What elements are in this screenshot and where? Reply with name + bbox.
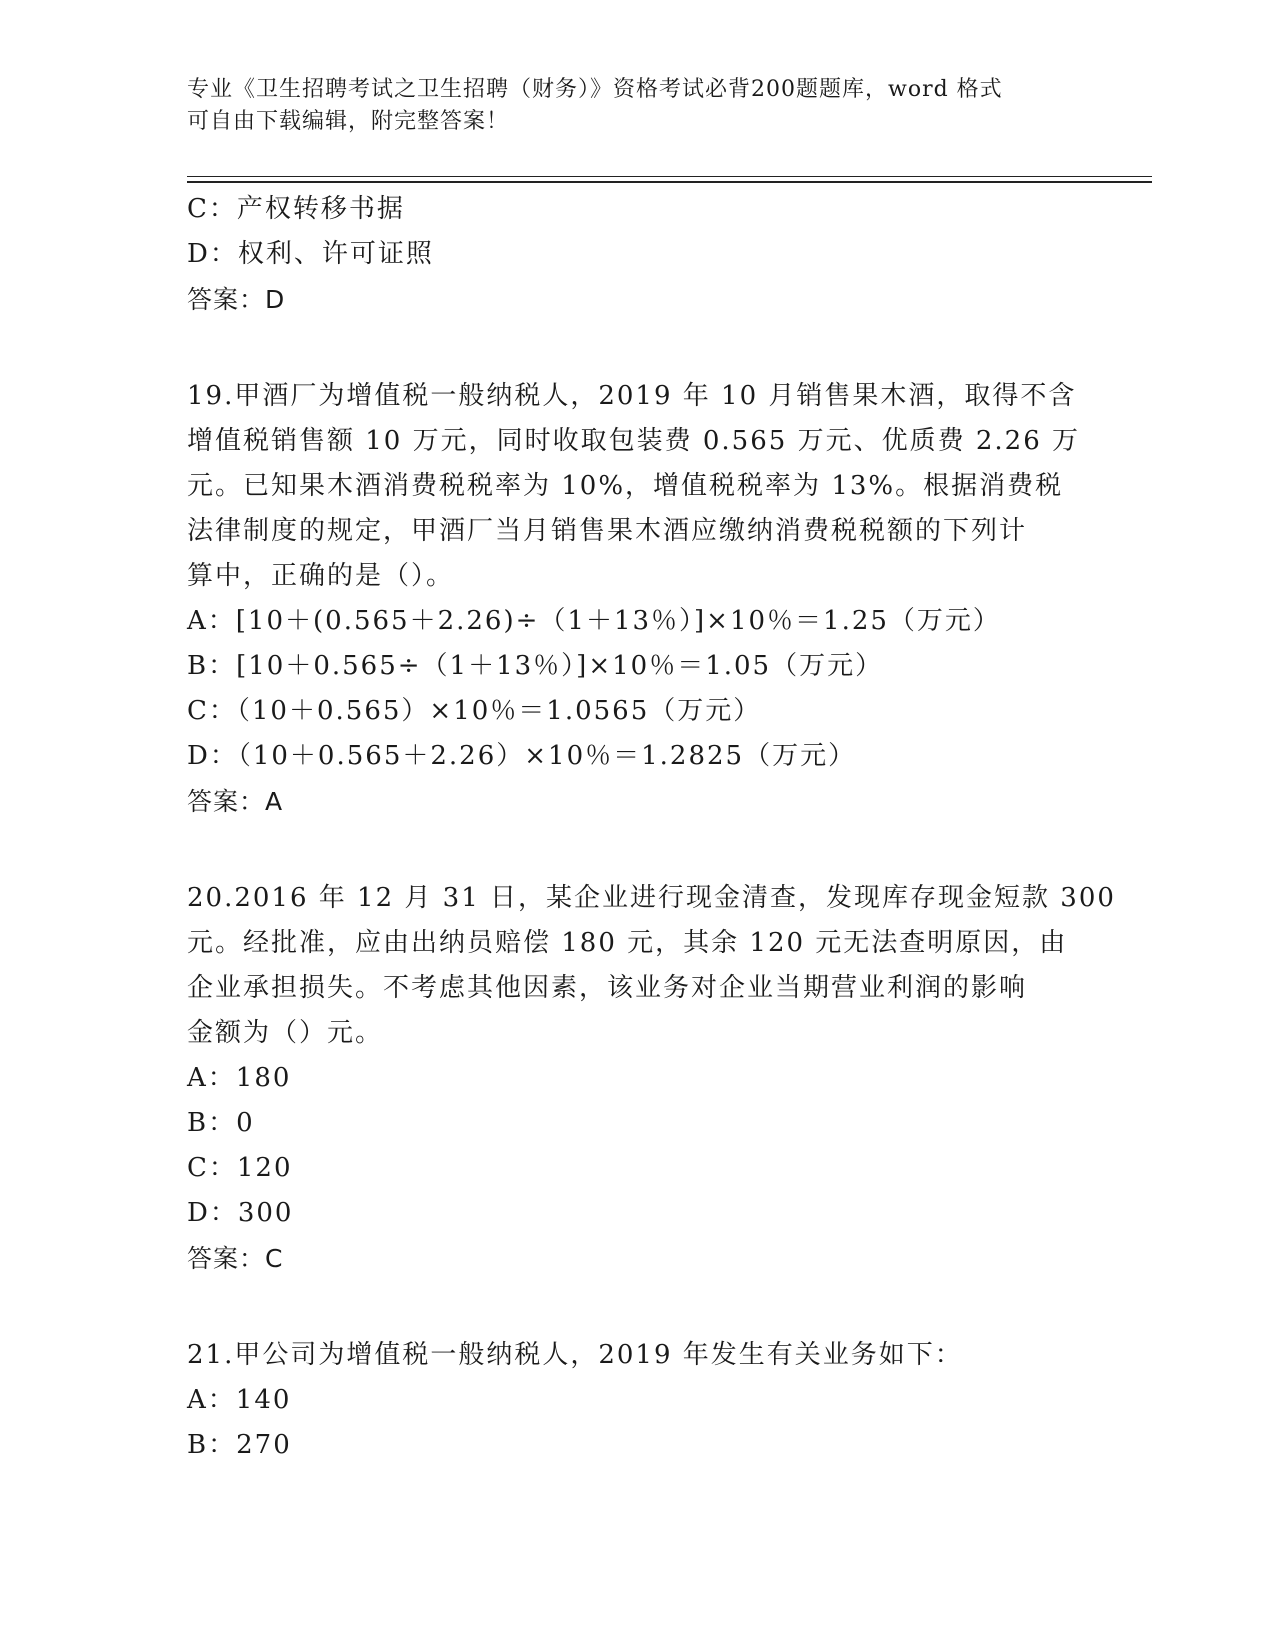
q20-text-line: 金额为（）元。 (187, 1018, 384, 1048)
q20-option-a: A：180 (187, 1063, 292, 1093)
question-21 (187, 1333, 1087, 1468)
question-19 (187, 374, 1087, 824)
spacer (187, 322, 1087, 374)
question-20 (187, 876, 1116, 1281)
q21-text-line: 21.甲公司为增值税一般纳税人，2019 年发生有关业务如下： (187, 1340, 963, 1370)
q20-answer: 答案：C (187, 1244, 284, 1273)
header-rule-thick (187, 181, 1152, 183)
spacer (187, 1281, 1087, 1333)
document-header (187, 74, 1087, 138)
q19-option-d: D：（10＋0.565＋2.26）×10％＝1.2825（万元） (187, 741, 857, 771)
document-body (187, 187, 1116, 1468)
header-line-1: 专业《卫生招聘考试之卫生招聘（财务）》资格考试必背200题题库，word 格式 (187, 77, 1003, 102)
q21-option-a: A：140 (187, 1385, 292, 1415)
q19-text-line: 算中，正确的是（）。 (187, 561, 455, 591)
q19-option-b: B：[10＋0.565÷（1＋13％）]×10％＝1.05（万元） (187, 651, 884, 681)
q19-text-line: 19.甲酒厂为增值税一般纳税人，2019 年 10 月销售果木酒，取得不含 (187, 381, 1077, 411)
header-rule-thin (187, 176, 1152, 177)
q20-text-line: 20.2016 年 12 月 31 日，某企业进行现金清查，发现库存现金短款 300 (187, 883, 1116, 913)
q21-option-b: B：270 (187, 1430, 292, 1460)
q19-text-line: 增值税销售额 10 万元，同时收取包装费 0.565 万元、优质费 2.26 万 (187, 426, 1080, 456)
q20-text-line: 企业承担损失。不考虑其他因素，该业务对企业当期营业利润的影响 (187, 973, 1028, 1003)
q18-option-d: D：权利、许可证照 (187, 239, 434, 269)
q19-option-a: A：[10＋(0.565＋2.26)÷（1＋13％）]×10％＝1.25（万元） (187, 606, 1001, 636)
q20-option-d: D：300 (187, 1198, 294, 1228)
spacer (187, 824, 1087, 876)
q20-text-line: 元。经批准，应由出纳员赔偿 180 元，其余 120 元无法查明原因，由 (187, 928, 1068, 958)
question-18-tail (187, 187, 1087, 322)
q18-option-c: C：产权转移书据 (187, 194, 405, 224)
q19-text-line: 元。已知果木酒消费税税率为 10%，增值税税率为 13%。根据消费税 (187, 471, 1064, 501)
q18-answer: 答案：D (187, 285, 286, 314)
q19-answer: 答案：A (187, 787, 284, 816)
header-line-2: 可自由下载编辑，附完整答案！ (187, 109, 510, 134)
q20-option-b: B：0 (187, 1108, 255, 1138)
q20-option-c: C：120 (187, 1153, 293, 1183)
q19-text-line: 法律制度的规定，甲酒厂当月销售果木酒应缴纳消费税税额的下列计 (187, 516, 1028, 546)
q19-option-c: C：（10＋0.565）×10％＝1.0565（万元） (187, 696, 762, 726)
